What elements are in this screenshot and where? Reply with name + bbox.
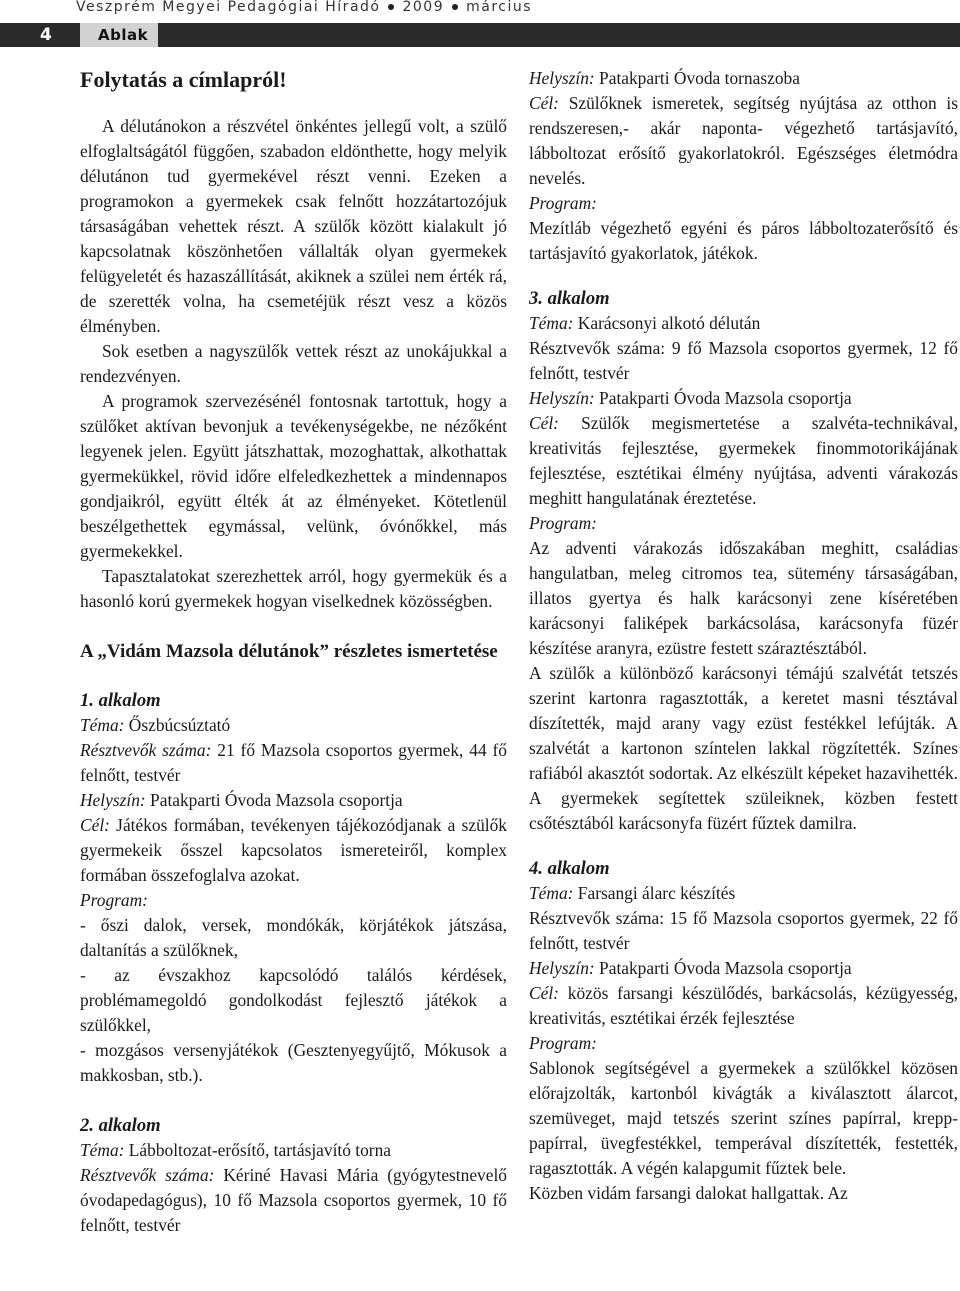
paragraph: Sok esetben a nagyszülők vettek részt az unokájukkal a rendezvényen. (80, 341, 507, 386)
location-label: Helyszín: (529, 68, 595, 88)
goal-label: Cél: (529, 983, 559, 1003)
theme-label: Téma: (529, 883, 574, 903)
page-number: 4 (40, 25, 52, 45)
program-item: - mozgásos versenyjátékok (Gesztenyegyűjtő, Mókusok a makkosban, stb.). (80, 1040, 507, 1085)
publication-name: Veszprém Megyei Pedagógiai Híradó (76, 0, 381, 15)
goal-label: Cél: (80, 815, 110, 835)
paragraph: A programok szervezésénél fontosnak tartottuk, hogy a szülőket aktívan bevonjuk a tevékenységekbe, ne nézőként legyenek jelen. Együtt játszhattak, mozoghattak, alkothattak gyermekükkel, rövid időre elfeledkezhettek a mindennapos gondjaikról, együtt élték át az élményeket. Kötetlenül beszélgethettek egymással, velünk, óvónőkkel, más gyermekekkel. (80, 391, 507, 561)
section-bar (0, 23, 960, 47)
program-label: Program: (80, 890, 148, 910)
program-paragraph: Az adventi várakozás időszakában meghitt, családias hangulatban, meleg citromos tea, sütemény társaságában, illatos gyertya és halk karácsonyi zene kíséretében karácsonyi faliképek barkácsolása, karácsonyfa füzér készítése aranyra, ezüstre festett száraztésztából. (529, 538, 958, 658)
theme-label: Téma: (529, 313, 574, 333)
right-column (529, 66, 958, 1206)
theme-value: Karácsonyi alkotó délután (577, 313, 761, 333)
program-label: Program: (529, 513, 597, 533)
program-paragraph: A szülők a különböző karácsonyi témájú szalvétát tetszés szerint kartonra ragasztották, a keretet masni tésztával díszítették, majd arany vagy ezüst festékkel lefújták. A szalvétát a kartonon színtelen lakkal rögzítették. Színes rafiából akasztót sodortak. Az elkészült képeket hazavihették. A gyermekek segítettek szüleiknek, közben festett csőtésztából karácsonyfa füzért fűztek damilra. (529, 663, 958, 833)
location-label: Helyszín: (529, 958, 595, 978)
theme-value: Farsangi álarc készítés (577, 883, 736, 903)
program-paragraph: Közben vidám farsangi dalokat hallgattak. Az (529, 1183, 848, 1203)
masthead (76, 0, 532, 18)
goal-value: közös farsangi készülődés, barkácsolás, kézügyesség, kreativitás, esztétikai érzék fejlesztése (529, 983, 958, 1028)
program-item: - őszi dalok, versek, mondókák, körjátékok játszása, daltanítás a szülőknek, (80, 915, 507, 960)
participants-value: 21 fő Mazsola csoportos gyermek, 44 fő felnőtt, testvér (80, 740, 507, 785)
publication-year: 2009 (402, 0, 445, 15)
occasion-3-title: 3. alkalom (529, 288, 610, 309)
participants-line: Résztvevők száma: 9 fő Mazsola csoportos gyermek, 12 fő felnőtt, testvér (529, 338, 958, 383)
location-value: Patakparti Óvoda Mazsola csoportja (599, 388, 852, 408)
continuation-title: Folytatás a címlapról! (80, 67, 287, 92)
program-label: Program: (529, 193, 597, 213)
occasion-1-title: 1. alkalom (80, 690, 161, 711)
program-item: - az évszakhoz kapcsolódó találós kérdések, problémamegoldó gondolkodást fejlesztő játékok a szülőkkel, (80, 965, 507, 1035)
occasion-4-title: 4. alkalom (529, 858, 610, 879)
program-text: Mezítláb végezhető egyéni és páros lábboltozaterősítő és tartásjavító gyakorlatok, játékok. (529, 218, 958, 263)
goal-value: Szülőknek ismeretek, segítség nyújtása az otthon is rendszeresen,- akár naponta- végezhető tartásjavító, lábboltozat erősítő gyakorlatokról. Egészséges életmódra nevelés. (529, 93, 958, 188)
theme-label: Téma: (80, 715, 125, 735)
goal-label: Cél: (529, 93, 559, 113)
theme-value: Őszbúcsúztató (128, 715, 231, 735)
theme-value: Lábboltozat-erősítő, tartásjavító torna (128, 1140, 392, 1160)
program-paragraph: Sablonok segítségével a gyermekek a szülőkkel közösen előrajzolták, kartonból kivágták a kiválasztott álarcot, szemüveget, majd tetszés szerint színes papírral, krepp-papírral, üvegfestékkel, temperával díszítették, festették, ragasztották. A végén kalapgumit fűztek bele. (529, 1058, 958, 1178)
location-value: Patakparti Óvoda Mazsola csoportja (150, 790, 403, 810)
participants-line: Résztvevők száma: 15 fő Mazsola csoportos gyermek, 22 fő felnőtt, testvér (529, 908, 958, 953)
location-value: Patakparti Óvoda tornaszoba (599, 68, 800, 88)
goal-value: Játékos formában, tevékenyen tájékozódjanak a szülők gyermekeik ősszel kapcsolatos ismereteiről, komplex formában összefoglalva azokat. (80, 815, 507, 885)
occasion-2-title: 2. alkalom (80, 1115, 161, 1136)
goal-label: Cél: (529, 413, 559, 433)
participants-value: Kériné Havasi Mária (gyógytestnevelő óvodapedagógus), 10 fő Mazsola csoportos gyermek, 10 fő felnőtt, testvér (80, 1165, 507, 1235)
location-value: Patakparti Óvoda Mazsola csoportja (599, 958, 852, 978)
left-column (80, 66, 507, 1238)
participants-label: Résztvevők száma: (80, 1165, 215, 1185)
participants-label: Résztvevők száma: (80, 740, 212, 760)
location-label: Helyszín: (529, 388, 595, 408)
goal-value: Szülők megismertetése a szalvéta-technikával, kreativitás fejlesztése, gyermekek finommotorikájának fejlesztése, esztétikai élmény nyújtása, adventi várakozás meghitt hangulatának éreztetése. (529, 413, 958, 508)
program-label: Program: (529, 1033, 597, 1053)
paragraph: Tapasztalatokat szerezhettek arról, hogy gyermekük és a hasonló korú gyermekek hogyan viselkednek közösségben. (80, 566, 507, 611)
theme-label: Téma: (80, 1140, 125, 1160)
location-label: Helyszín: (80, 790, 146, 810)
publication-month: március (466, 0, 533, 15)
paragraph: A délutánokon a részvétel önkéntes jellegű volt, a szülő elfoglaltságától függően, szabadon eldönthette, hogy melyik délutánon tud gyermekével részt venni. Ezeken a programokon a gyermekek csak felnőtt hozzátartozójuk társaságában vehettek részt. A szülők között kialakult jó kapcsolatnak köszönhetően vállalták olyan gyermekek felügyeletét és hazaszállítását, akiknek a szülei nem érték rá, de szerették volna, ha csemetéjük részt vesz a közös élményben. (80, 116, 507, 336)
bullet-separator (452, 4, 458, 10)
section-heading: A „Vidám Mazsola délutánok” részletes ismertetése (80, 641, 498, 662)
bullet-separator (388, 4, 394, 10)
section-label: Ablak (80, 23, 158, 47)
